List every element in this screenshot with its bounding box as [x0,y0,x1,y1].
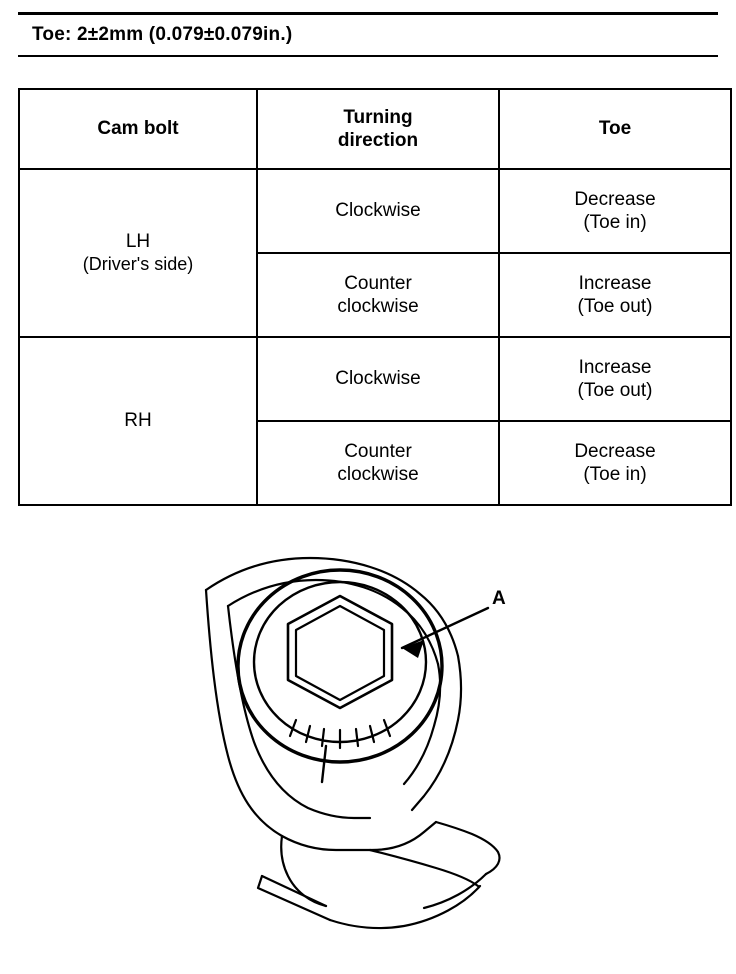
toe-rh-ccw-line1: Decrease [574,440,656,462]
spec-value-text: Toe: 2±2mm (0.079±0.079in.) [32,24,293,45]
column-header-turning-direction-line1: Turning [343,106,413,128]
callout-leader-line [402,608,488,648]
cell-toe-lh-ccw [499,253,731,337]
cell-cam-bolt-lh [19,169,257,337]
cell-cam-bolt-rh [19,337,257,505]
alignment-pointer [322,746,326,782]
cell-direction-rh-ccw [257,421,499,505]
arm-upper-edge [370,850,478,886]
table-row [19,169,731,253]
direction-lh-ccw-line2: clockwise [337,296,419,317]
spec-band [18,12,718,57]
direction-rh-ccw-line2: clockwise [337,464,419,485]
direction-lh-cw-line1: Clockwise [335,200,421,222]
tail-bottom [330,886,480,928]
tail-body [258,876,330,920]
cell-toe-lh-cw [499,169,731,253]
cam-bolt-rh-label: RH [124,410,152,432]
toe-lh-ccw-line2: (Toe out) [577,296,653,317]
bracket-right-edge [412,656,461,810]
direction-lh-ccw-line1: Counter [344,272,412,294]
table-body [19,169,731,505]
hex-bolt-inner [296,606,384,700]
cell-direction-lh-ccw [257,253,499,337]
tail-top [262,876,326,906]
cam-bolt-direction-table [18,88,732,506]
toe-lh-cw-line2: (Toe in) [583,212,647,233]
table-row [19,337,731,421]
cam-bolt-illustration [0,520,736,960]
column-header-turning-direction-line2: direction [337,130,419,151]
table-header-row [19,89,731,169]
cell-direction-rh-cw [257,337,499,421]
hex-bolt-outer [288,596,392,708]
column-header-turning-direction [257,89,499,169]
cam-bolt-drawing [0,520,736,960]
toe-lh-cw-line1: Decrease [574,188,656,210]
toe-rh-cw-line2: (Toe out) [577,380,653,401]
column-header-toe: Toe [499,89,731,169]
bracket-left-edge [206,590,436,850]
callout-label-a: A [492,588,506,609]
column-header-cam-bolt: Cam bolt [19,89,257,169]
direction-rh-cw-line1: Clockwise [335,368,421,390]
arm-side-edge [436,822,500,874]
cell-direction-lh-cw [257,169,499,253]
cell-toe-rh-ccw [499,421,731,505]
toe-lh-ccw-line1: Increase [578,272,652,294]
toe-rh-cw-line1: Increase [578,356,652,378]
direction-rh-ccw-line1: Counter [344,440,412,462]
cam-bolt-lh-label: LH [125,231,151,253]
cell-toe-rh-cw [499,337,731,421]
cam-bolt-lh-sublabel: (Driver's side) [82,253,194,274]
toe-rh-ccw-line2: (Toe in) [583,464,647,485]
table-header [19,89,731,169]
spec-rule-bottom [18,55,718,57]
